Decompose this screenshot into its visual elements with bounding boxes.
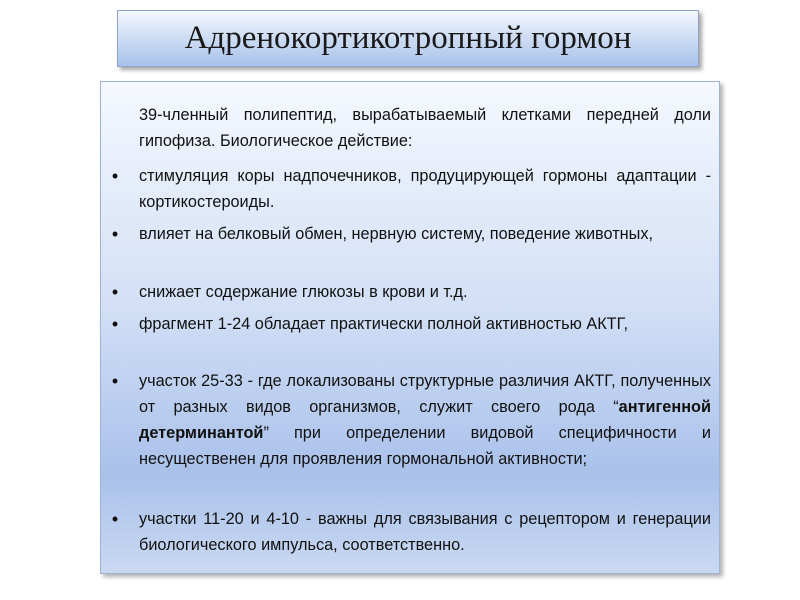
bullet-marker: • — [111, 282, 119, 302]
list-item-text: участок 25-33 - где локализованы структурные различия АКТГ, полученных от разных видов организмов, служит своего рода “ — [139, 372, 711, 416]
intro-paragraph: 39-членный полипептид, вырабатываемый клетками передней доли гипофиза. Биологическое действие: — [139, 106, 711, 150]
list-item: участки 11-20 и 4-10 - важны для связывания с рецептором и генерации биологического импульса, соответственно. — [139, 510, 711, 554]
content-box — [100, 81, 720, 574]
list-item — [139, 368, 711, 472]
bullet-marker: • — [111, 509, 119, 529]
list-item-text: ” при определении видовой специфичности и несущественен для проявления гормональной активности; — [139, 424, 711, 468]
list-item: стимуляция коры надпочечников, продуцирующей гормоны адаптации - кортикостероиды. — [139, 167, 711, 211]
list-item: снижает содержание глюкозы в крови и т.д. — [139, 283, 468, 301]
list-item-bold-text: антигенной детерминантой — [139, 398, 711, 442]
list-item: влияет на белковый обмен, нервную систему, поведение животных, — [139, 225, 654, 243]
slide-title: Адренокортикотропный гормон — [184, 20, 632, 56]
bullet-marker: • — [111, 314, 119, 334]
bullet-marker: • — [111, 166, 119, 186]
title-box — [117, 10, 699, 67]
bullet-marker: • — [111, 371, 119, 391]
list-item: фрагмент 1-24 обладает практически полной активностью АКТГ, — [139, 315, 628, 333]
bullet-marker: • — [111, 224, 119, 244]
